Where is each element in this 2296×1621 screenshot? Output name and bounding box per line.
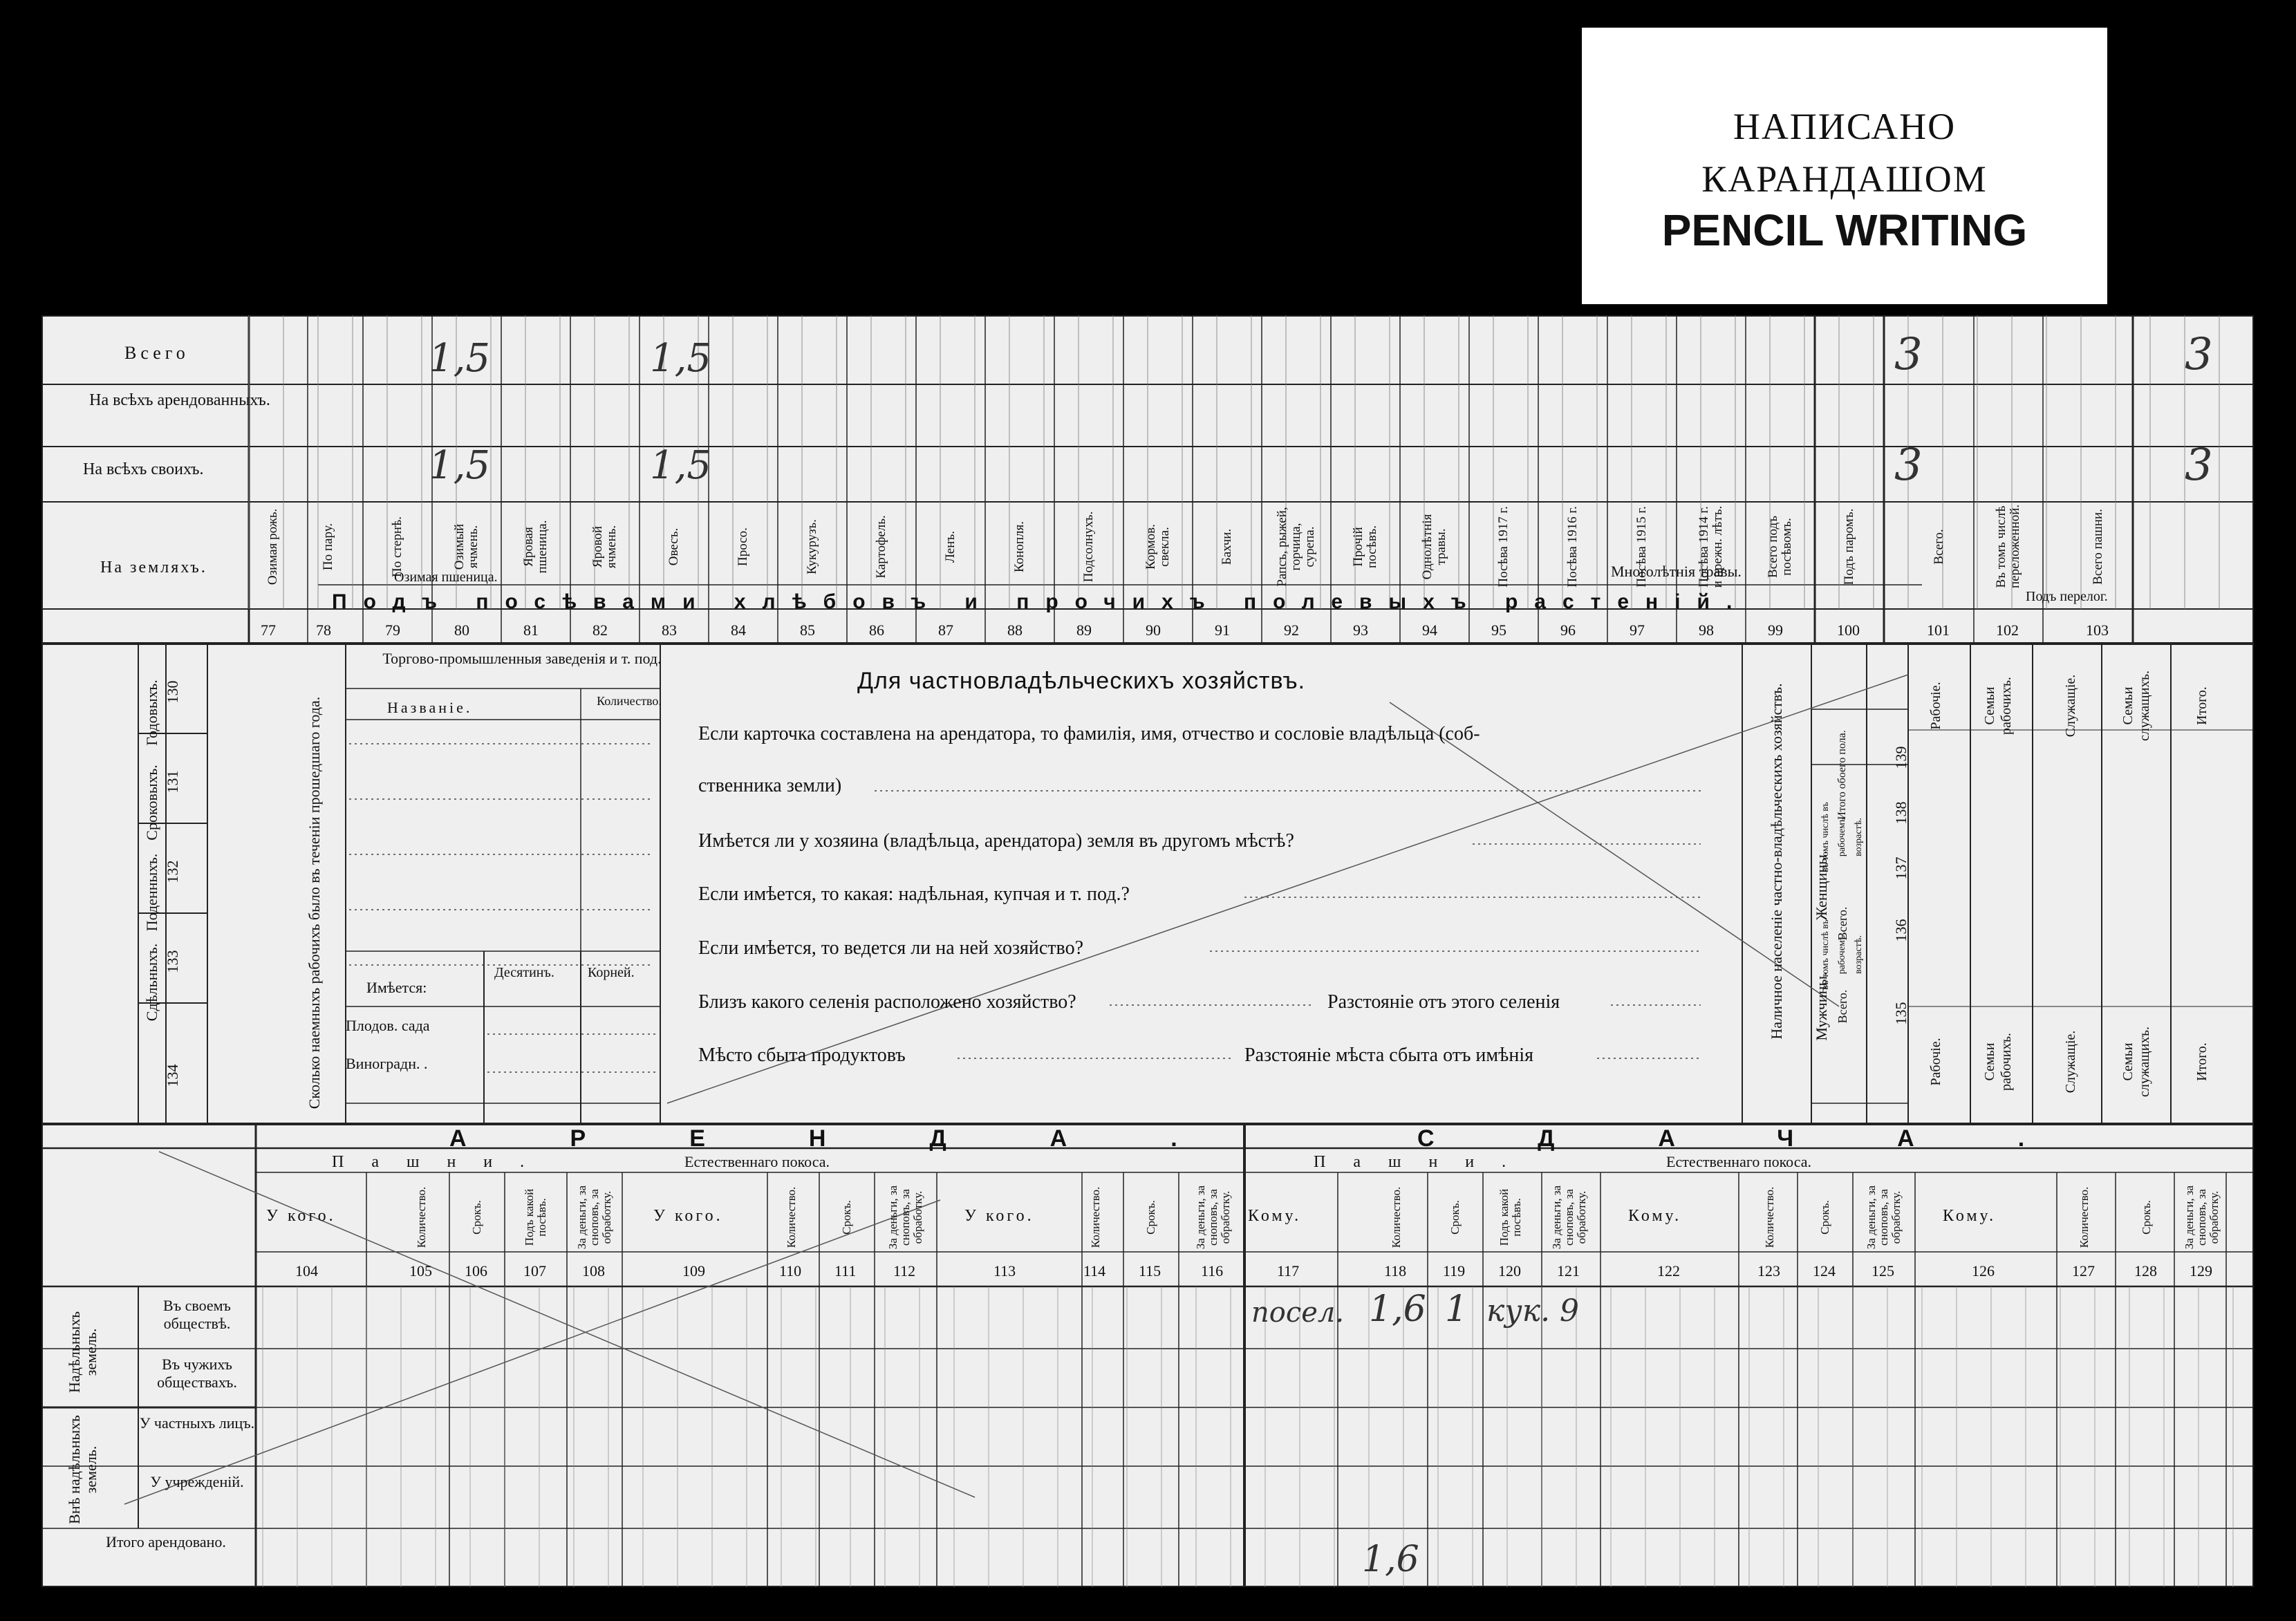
trade-qty-header: Количество. bbox=[597, 694, 662, 708]
workers-col-top: Рабочіе. bbox=[1928, 682, 1943, 730]
crop-col-number: 90 bbox=[1146, 621, 1161, 639]
lease-col-number: 123 bbox=[1757, 1262, 1780, 1280]
crop-col-number: 101 bbox=[1927, 621, 1950, 639]
crop-col-number: 103 bbox=[2086, 621, 2109, 639]
workers-col-bot: Служащіе. bbox=[2063, 1030, 2078, 1094]
population-vertical-title: Наличное населеніе частно-владѣльческихъ хозяйствъ. bbox=[1768, 683, 1785, 1040]
lease-col-number: 117 bbox=[1277, 1262, 1300, 1280]
crop-col-label: Озимый ячмень. bbox=[452, 523, 480, 570]
question-market-distance: Разстояніе мѣста сбыта отъ имѣнія bbox=[1244, 1044, 1533, 1066]
archive-label-line2: КАРАНДАШОМ bbox=[1701, 158, 1988, 200]
row-total-leased: Итого арендовано. bbox=[106, 1533, 226, 1550]
lease-col-label: Количество. bbox=[1390, 1186, 1403, 1248]
crop-col-number: 78 bbox=[316, 621, 331, 639]
archive-label-line3: PENCIL WRITING bbox=[1661, 205, 2028, 255]
crop-col-number: 92 bbox=[1284, 621, 1299, 639]
crop-col-label: Посѣва 1917 г. bbox=[1496, 506, 1511, 588]
lease-col-number: 128 bbox=[2134, 1262, 2157, 1280]
lease-col-number: 113 bbox=[993, 1262, 1016, 1280]
workers-col-bot: Семьи рабочихъ. bbox=[1982, 1033, 2014, 1091]
hw-own-wheat: 1,5 bbox=[429, 443, 491, 488]
lease-col-number: 119 bbox=[1443, 1262, 1466, 1280]
hw-own-arable: 3 bbox=[2185, 440, 2213, 491]
lease-col-label: У кого. bbox=[653, 1207, 723, 1225]
row-label-own: На всѣхъ своихъ. bbox=[83, 460, 204, 478]
row-own-society: Въ своемъ обществѣ. bbox=[163, 1297, 231, 1332]
hw-own-sown: 3 bbox=[1894, 440, 1923, 491]
lease-col-label: Срокъ. bbox=[840, 1200, 853, 1235]
workers-col-bot: Семьи служащихъ. bbox=[2120, 1027, 2152, 1097]
crop-col-label: Кормов. свекла. bbox=[1144, 524, 1172, 570]
hw-sdacha-crop: кук. 9 bbox=[1486, 1293, 1580, 1329]
pop-men: Мужчины. bbox=[1813, 972, 1830, 1041]
lease-col-label: Количество. bbox=[785, 1186, 798, 1248]
lease-col-number: 124 bbox=[1813, 1262, 1836, 1280]
row-label-total: Всего bbox=[124, 343, 189, 363]
lease-col-number: 112 bbox=[893, 1262, 916, 1280]
labor-vertical-title: Сколько наемныхъ рабочихъ было въ теченіи прошедшаго года. bbox=[306, 696, 323, 1109]
crop-col-label: Овесъ. bbox=[666, 527, 681, 566]
lease-col-label: Кому. bbox=[1248, 1207, 1302, 1225]
lease-col-label: За деньги, за сноповъ, за обработку. bbox=[2183, 1185, 2221, 1250]
group-mnogolet: Многолѣтнія травы. bbox=[1611, 563, 1742, 580]
crop-col-label: Въ томъ числѣ переложенной. bbox=[1994, 504, 2022, 588]
lease-col-label: Количество. bbox=[415, 1186, 428, 1248]
sdacha-pashni: Пашни. bbox=[1314, 1153, 1534, 1171]
crop-col-number: 85 bbox=[800, 621, 815, 639]
hw-sdacha-to-whom: посел. bbox=[1251, 1297, 1345, 1329]
workers-col-top: Итого. bbox=[2194, 686, 2210, 725]
question-village: Близъ какого селенія расположено хозяйство? bbox=[698, 991, 1076, 1013]
crop-col-label: Яровая пшеница. bbox=[521, 520, 550, 574]
census-form bbox=[41, 315, 2254, 1587]
lease-col-label: Срокъ. bbox=[1448, 1200, 1462, 1235]
labor-piece: Сдѣльныхъ. bbox=[143, 943, 160, 1022]
workers-col-top: Семьи служащихъ. bbox=[2120, 671, 2152, 741]
hw-own-barley: 1,5 bbox=[650, 443, 712, 488]
pop-women: Женщины. bbox=[1813, 850, 1830, 921]
lease-col-label: За деньги, за сноповъ, за обработку. bbox=[1865, 1185, 1903, 1250]
crop-col-label: Просо. bbox=[736, 527, 750, 566]
orchard-label: Плодов. сада bbox=[346, 1017, 430, 1034]
crop-col-number: 100 bbox=[1837, 621, 1860, 639]
crop-col-number: 93 bbox=[1353, 621, 1368, 639]
lease-col-label: Количество. bbox=[1089, 1186, 1102, 1248]
crop-col-number: 95 bbox=[1491, 621, 1506, 639]
crop-col-number: 89 bbox=[1076, 621, 1092, 639]
lease-col-label: Срокъ. bbox=[1818, 1200, 1831, 1235]
lease-col-number: 106 bbox=[465, 1262, 487, 1280]
crop-col-label: Бахчи. bbox=[1220, 528, 1234, 565]
pop-women-work-age: въ томъ числѣ въ рабочемъ возрастѣ. bbox=[1820, 802, 1864, 872]
lease-col-label: У кого. bbox=[266, 1207, 336, 1225]
sdacha-title: СДАЧА. bbox=[1417, 1125, 2129, 1152]
lease-col-number: 127 bbox=[2072, 1262, 2095, 1280]
workers-col-top: Семьи рабочихъ. bbox=[1982, 677, 2014, 735]
pop-num-135: 135 bbox=[1892, 1002, 1910, 1025]
workers-col-bot: Итого. bbox=[2194, 1042, 2210, 1081]
roots-header: Корней. bbox=[588, 965, 635, 980]
trade-title: Торгово-промышленныя заведенія и т. под. bbox=[382, 650, 662, 667]
lease-col-label: За деньги, за сноповъ, за обработку. bbox=[886, 1185, 924, 1250]
crop-col-label: Всего пашни. bbox=[2091, 509, 2105, 585]
vineyard-label: Виноградн. . bbox=[346, 1055, 428, 1072]
pop-men-total: Всего. bbox=[1836, 989, 1849, 1024]
crop-col-label: Подсолнухъ. bbox=[1081, 511, 1096, 583]
crop-col-label: Подъ паромъ. bbox=[1842, 508, 1856, 585]
group-ozimaya: Озимая пшеница. bbox=[394, 570, 498, 585]
crop-col-number: 77 bbox=[261, 621, 276, 639]
pop-men-work-age: въ томъ числѣ въ рабочемъ возрастѣ. bbox=[1820, 919, 1864, 990]
pop-num-138: 138 bbox=[1892, 801, 1910, 825]
crop-col-label: Кукурузъ. bbox=[805, 519, 819, 574]
crop-col-label: Посѣва 1914 г. и прежн. лѣтъ. bbox=[1697, 505, 1725, 588]
row-private: У частныхъ лицъ. bbox=[139, 1414, 255, 1432]
crop-col-number: 86 bbox=[869, 621, 884, 639]
lease-col-number: 108 bbox=[582, 1262, 605, 1280]
labor-num-130: 130 bbox=[164, 680, 181, 704]
workers-col-top: Служащіе. bbox=[2063, 674, 2078, 738]
question-market: Мѣсто сбыта продуктовъ bbox=[698, 1044, 906, 1066]
lease-col-number: 115 bbox=[1139, 1262, 1161, 1280]
crop-col-number: 82 bbox=[592, 621, 608, 639]
pop-num-136: 136 bbox=[1892, 919, 1910, 942]
lease-col-label: За деньги, за сноповъ, за обработку. bbox=[1194, 1185, 1232, 1250]
lease-col-number: 114 bbox=[1083, 1262, 1106, 1280]
lease-col-label: За деньги, за сноповъ, за обработку. bbox=[1550, 1185, 1588, 1250]
lease-col-label: Подъ какой посѣвъ. bbox=[523, 1188, 548, 1246]
crop-col-label: Посѣва 1915 г. bbox=[1634, 506, 1649, 588]
crop-col-number: 80 bbox=[454, 621, 469, 639]
lease-col-number: 104 bbox=[295, 1262, 318, 1280]
crop-col-label: Конопля. bbox=[1012, 521, 1027, 573]
crop-col-label: Прочій посѣвъ. bbox=[1351, 525, 1379, 568]
row-institutions: У учрежденій. bbox=[150, 1473, 244, 1490]
crop-col-label: Всего. bbox=[1932, 529, 1946, 565]
lease-col-label: Кому. bbox=[1628, 1207, 1682, 1225]
crop-col-number: 99 bbox=[1768, 621, 1783, 639]
lease-col-label: Срокъ. bbox=[2140, 1200, 2153, 1235]
question-farming: Если имѣется, то ведется ли на ней хозяйство? bbox=[698, 937, 1083, 959]
crop-col-label: Однолѣтнія травы. bbox=[1420, 514, 1448, 580]
lease-col-label: Подъ какой посѣвъ. bbox=[1497, 1188, 1523, 1246]
crop-col-number: 96 bbox=[1560, 621, 1576, 639]
labor-num-131: 131 bbox=[164, 770, 181, 794]
labor-yearly: Годовыхъ. bbox=[143, 680, 160, 746]
dessiatins-header: Десятинъ. bbox=[494, 965, 554, 980]
hw-total-barley: 1,5 bbox=[650, 336, 712, 381]
archive-label bbox=[1582, 28, 2107, 304]
lease-col-label: За деньги, за сноповъ, за обработку. bbox=[575, 1185, 613, 1250]
crop-col-label: Озимая рожь. bbox=[265, 508, 280, 585]
crop-col-label: Рапсъ, рыжей, горчица, сурепа. bbox=[1275, 507, 1317, 587]
crop-col-number: 97 bbox=[1630, 621, 1645, 639]
arenda-pokos: Естественнаго покоса. bbox=[684, 1153, 830, 1170]
lease-col-number: 110 bbox=[779, 1262, 802, 1280]
crop-col-label: Ленъ. bbox=[943, 531, 958, 563]
pop-num-139: 139 bbox=[1892, 746, 1910, 769]
crop-col-number: 81 bbox=[523, 621, 539, 639]
lease-col-number: 120 bbox=[1498, 1262, 1521, 1280]
lease-col-label: Кому. bbox=[1943, 1207, 1997, 1225]
question-other-land: Имѣется ли у хозяина (владѣльца, арендатора) земля въ другомъ мѣстѣ? bbox=[698, 830, 1294, 852]
crop-col-number: 102 bbox=[1996, 621, 2019, 639]
lease-col-number: 111 bbox=[834, 1262, 857, 1280]
lease-col-number: 125 bbox=[1872, 1262, 1894, 1280]
hw-sdacha-total: 1,6 bbox=[1362, 1539, 1419, 1580]
crop-col-label: Посѣва 1916 г. bbox=[1565, 506, 1580, 588]
lease-col-number: 122 bbox=[1657, 1262, 1680, 1280]
question-village-distance: Разстояніе отъ этого селенія bbox=[1327, 991, 1560, 1013]
lease-col-number: 118 bbox=[1384, 1262, 1407, 1280]
crop-col-number: 83 bbox=[662, 621, 677, 639]
lease-col-number: 116 bbox=[1201, 1262, 1224, 1280]
question-owner-1: Если карточка составлена на арендатора, то фамилія, имя, отчество и сословіе владѣльца (соб- bbox=[698, 723, 1480, 744]
lease-col-label: У кого. bbox=[964, 1207, 1034, 1225]
sdacha-pokos: Естественнаго покоса. bbox=[1666, 1153, 1812, 1170]
lease-col-label: Срокъ. bbox=[470, 1200, 483, 1235]
question-land-kind: Если имѣется, то какая: надѣльная, купчая и т. под.? bbox=[698, 883, 1130, 905]
group-nadel: Надѣльныхъ земель. bbox=[66, 1311, 100, 1393]
crop-col-label: Яровой ячмень. bbox=[590, 525, 619, 569]
hw-total-sown: 3 bbox=[1894, 329, 1923, 380]
hw-total-wheat: 1,5 bbox=[429, 336, 491, 381]
crop-col-label: По пару. bbox=[321, 523, 335, 571]
crop-col-number: 98 bbox=[1699, 621, 1714, 639]
archive-label-line1: НАПИСАНО bbox=[1733, 106, 1957, 147]
question-owner-2: ственника земли) bbox=[698, 775, 842, 796]
crop-col-number: 88 bbox=[1007, 621, 1023, 639]
labor-num-134: 134 bbox=[164, 1064, 181, 1087]
lease-col-number: 105 bbox=[409, 1262, 432, 1280]
has-label: Имѣется: bbox=[366, 979, 427, 996]
crop-col-number: 87 bbox=[938, 621, 953, 639]
trade-name-header: Названіе. bbox=[387, 699, 473, 716]
lease-col-number: 126 bbox=[1972, 1262, 1995, 1280]
hw-sdacha-qty: 1,6 bbox=[1369, 1289, 1426, 1330]
group-vne: Внѣ надѣльныхъ земель. bbox=[66, 1415, 100, 1524]
labor-daily: Поденныхъ. bbox=[143, 853, 160, 932]
pop-num-137: 137 bbox=[1892, 856, 1910, 880]
pop-women-total: Всего. bbox=[1836, 906, 1849, 941]
lease-col-number: 109 bbox=[682, 1262, 705, 1280]
pop-total-both: Итого обоего пола. bbox=[1836, 730, 1848, 820]
lease-col-number: 129 bbox=[2190, 1262, 2212, 1280]
lease-col-number: 107 bbox=[523, 1262, 546, 1280]
crop-col-label: Картофель. bbox=[874, 515, 888, 579]
row-label-lands: На земляхъ. bbox=[100, 559, 207, 577]
labor-num-133: 133 bbox=[164, 950, 181, 973]
row-label-leased: На всѣхъ арендованныхъ. bbox=[89, 391, 270, 409]
labor-term: Сроковыхъ. bbox=[143, 765, 160, 841]
lease-col-label: Количество. bbox=[1763, 1186, 1776, 1248]
crops-banner: Подъ посѣвами хлѣбовъ и прочихъ полевыхъ растеній. bbox=[332, 590, 1749, 613]
arenda-pashni: Пашни. bbox=[332, 1153, 552, 1171]
crop-col-number: 94 bbox=[1422, 621, 1437, 639]
row-other-society: Въ чужихъ обществахъ. bbox=[157, 1356, 237, 1391]
crop-col-label: Всего подъ посѣвомъ. bbox=[1766, 516, 1794, 578]
arenda-title: АРЕНДА. bbox=[449, 1125, 1281, 1152]
private-title: Для частновладѣльческихъ хозяйствъ. bbox=[857, 668, 1306, 694]
lease-col-label: Срокъ. bbox=[1144, 1200, 1157, 1235]
lease-col-number: 121 bbox=[1557, 1262, 1580, 1280]
hw-total-arable: 3 bbox=[2185, 329, 2213, 380]
crop-col-number: 91 bbox=[1215, 621, 1230, 639]
hw-sdacha-term: 1 bbox=[1445, 1289, 1468, 1330]
crop-col-number: 79 bbox=[385, 621, 400, 639]
workers-col-bot: Рабочіе. bbox=[1928, 1038, 1943, 1086]
crop-col-label: По стернѣ. bbox=[390, 516, 404, 577]
group-perelog: Подъ перелог. bbox=[2026, 589, 2108, 604]
lease-col-label: Количество. bbox=[2078, 1186, 2091, 1248]
labor-num-132: 132 bbox=[164, 860, 181, 883]
crop-col-number: 84 bbox=[731, 621, 746, 639]
